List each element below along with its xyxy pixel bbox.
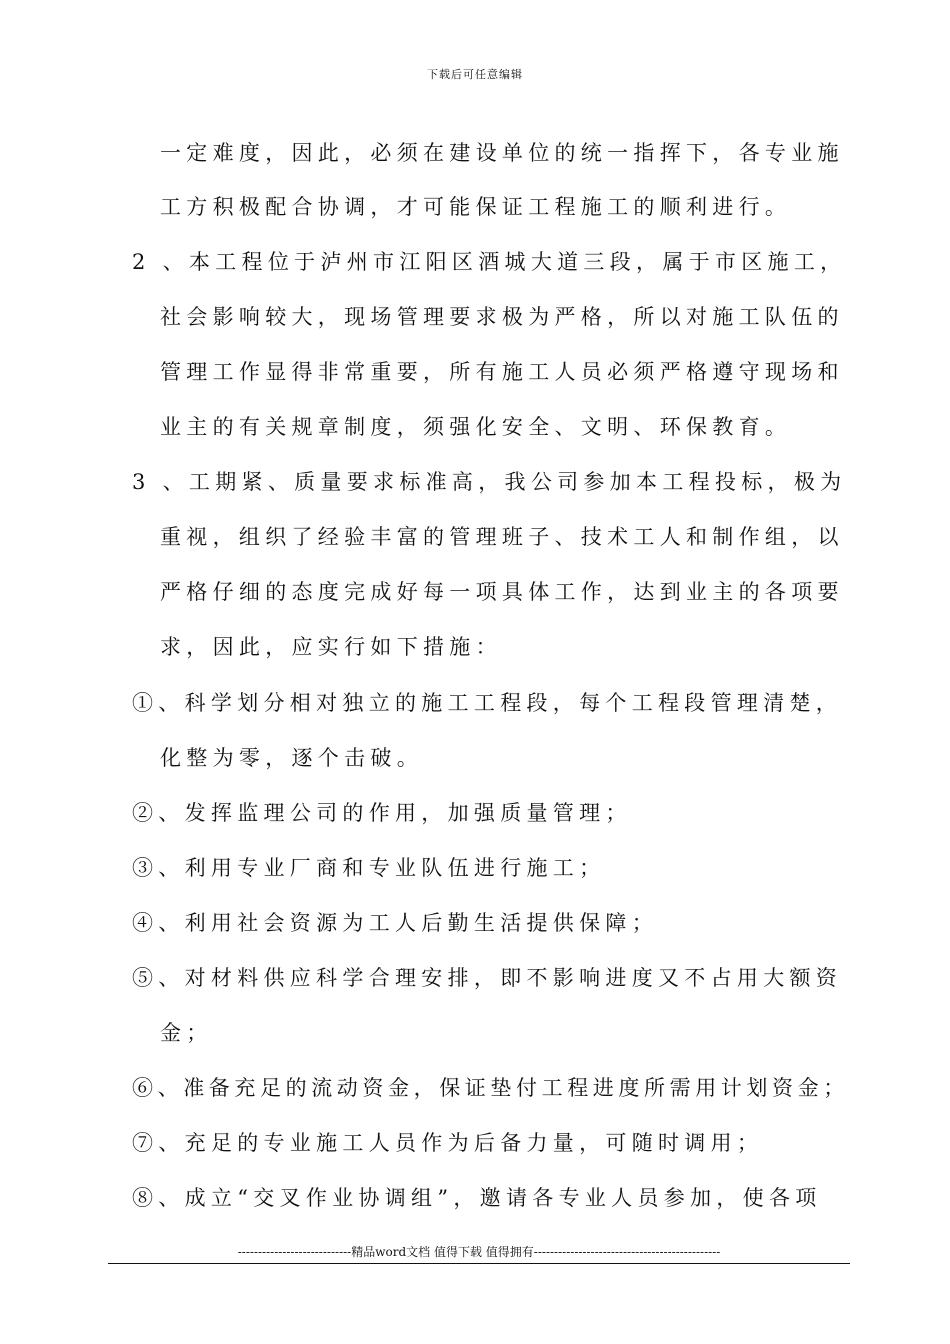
text-line: 化整为零，逐个击破。 [160,746,423,770]
text-line: 重视，组织了经验丰富的管理班子、技术工人和制作组，以 [160,525,844,549]
text-line: 求，因此，应实行如下措施： [160,635,502,659]
text-line: ④、利用社会资源为工人后勤生活提供保障； [132,911,658,935]
footer-rule [108,1263,850,1264]
text-line: ⑧、成立“交叉作业协调组”，邀请各专业人员参加，使各项 [132,1186,822,1210]
text-line: ②、发挥监理公司的作用，加强质量管理； [132,801,632,825]
text-line: ⑦、充足的专业施工人员作为后备力量，可随时调用； [132,1131,764,1155]
text-line: 管理工作显得非常重要，所有施工人员必须严格遵守现场和 [160,360,844,384]
text-line: 3 、工期紧、质量要求标准高，我公司参加本工程投标，极为 [132,470,847,494]
text-line: ⑥、准备充足的流动资金，保证垫付工程进度所需用计划资金； [132,1076,849,1100]
text-line: 社会影响较大，现场管理要求极为严格，所以对施工队伍的 [160,305,844,329]
footer-text: ----------------------------精品word文档 值得下载 值得拥有---------------------------------------------- [237,1245,721,1259]
text-line: ①、科学划分相对独立的施工工程段，每个工程段管理清楚， [132,691,843,715]
page-header: 下载后可任意编辑 [427,68,523,81]
text-line: 2 、本工程位于泸州市江阳区酒城大道三段，属于市区施工， [132,250,847,274]
text-line: 工方积极配合协调，才可能保证工程施工的顺利进行。 [160,195,792,219]
text-line: ③、利用专业厂商和专业队伍进行施工； [132,856,606,880]
text-line: 严格仔细的态度完成好每一项具体工作，达到业主的各项要 [160,580,844,604]
text-line: 一定难度，因此，必须在建设单位的统一指挥下，各专业施 [160,141,844,165]
text-line: 金； [160,1021,213,1045]
text-line: ⑤、对材料供应科学合理安排，即不影响进度又不占用大额资 [132,966,843,990]
text-line: 业主的有关规章制度，须强化安全、文明、环保教育。 [160,415,792,439]
